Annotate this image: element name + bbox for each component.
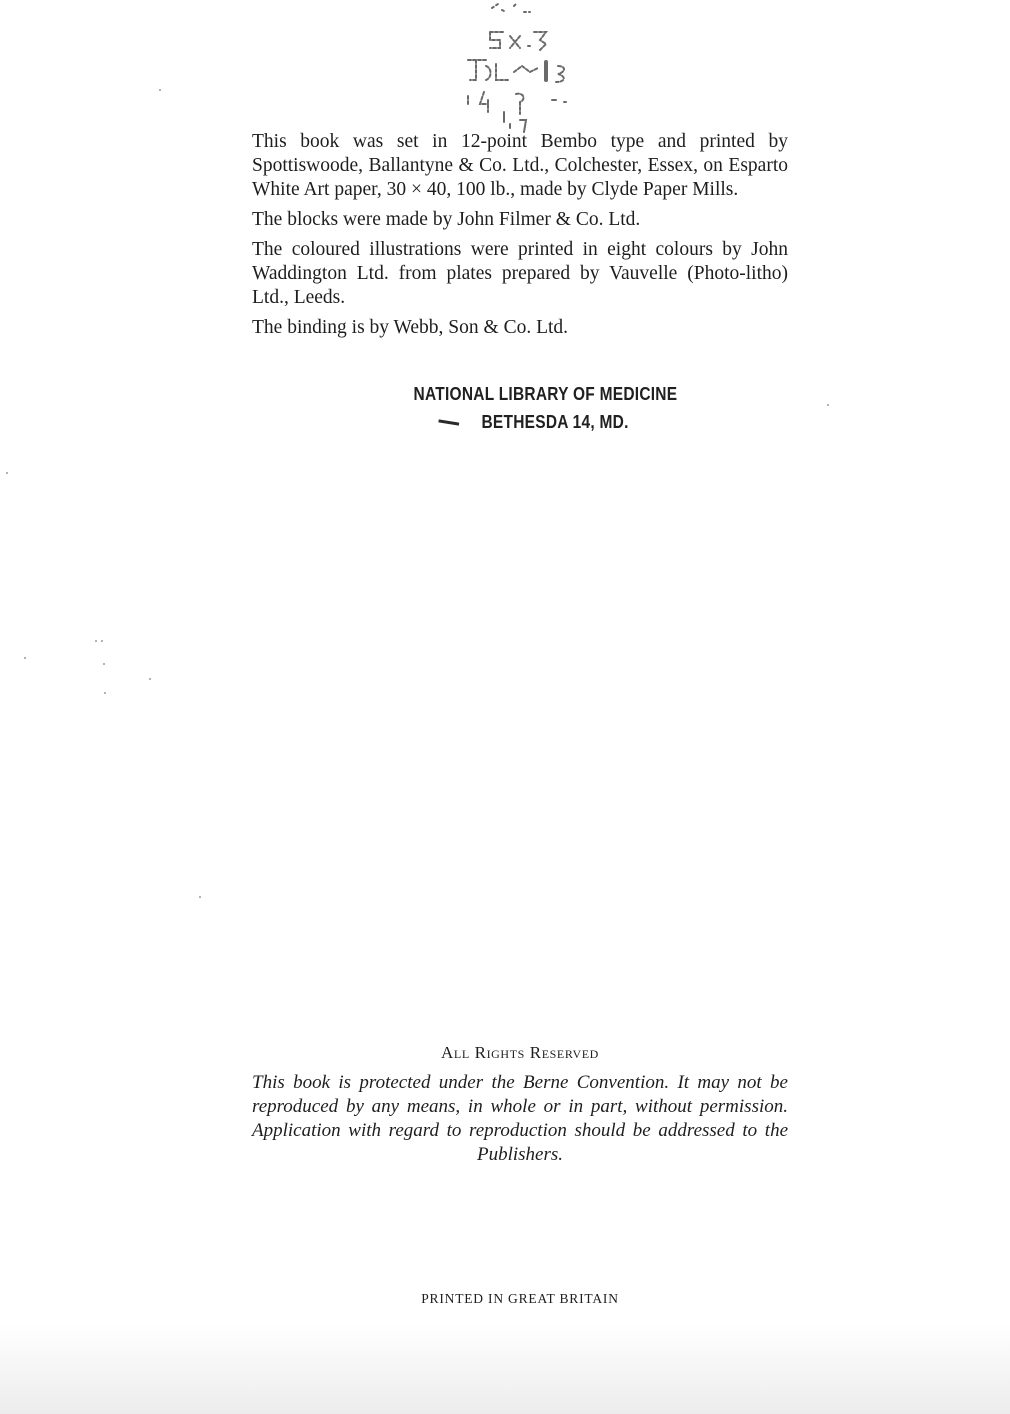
colophon-blocks: The blocks were made by John Filmer & Co. Ltd.	[252, 209, 641, 230]
printed-in-notice: PRINTED IN GREAT BRITAIN	[421, 1291, 619, 1306]
paper-speck	[149, 678, 151, 680]
call-number-stamp-icon	[462, 0, 582, 135]
paper-speck	[827, 404, 829, 406]
paper-speck	[199, 896, 201, 898]
rights-notice: This book is protected under the Berne Convention. It may not be reproduced by any means, in whole or in part, without permission. Application with regard to reproduction should be addressed to the Publishers.	[252, 1072, 788, 1165]
scan-shadow	[0, 1324, 1010, 1414]
paper-speck	[103, 663, 105, 665]
colophon-binding: The binding is by Webb, Son & Co. Ltd.	[252, 317, 569, 338]
paper-speck	[159, 89, 161, 91]
colophon-illustrations: The coloured illustrations were printed in eight colours by John Waddington Ltd. from plates prepared by Vauvelle (Photo-litho) Ltd., Leeds.	[252, 239, 788, 308]
paper-speck	[95, 640, 97, 642]
library-name: NATIONAL LIBRARY OF MEDICINE	[413, 384, 678, 404]
colophon-typesetting: This book was set in 12-point Bembo type and printed by Spottiswoode, Ballantyne & Co. Ltd., Colchester, Essex, on Esparto White Art paper, 30 × 40, 100 lb., made by Clyde Paper Mills.	[252, 131, 788, 200]
paper-speck	[104, 692, 106, 694]
paper-speck	[101, 640, 103, 642]
rights-heading: All Rights Reserved	[441, 1043, 599, 1062]
dash-mark-icon	[438, 419, 459, 425]
paper-speck	[24, 657, 26, 659]
library-location: BETHESDA 14, MD.	[481, 412, 629, 432]
colophon	[252, 130, 788, 346]
paper-speck	[6, 472, 8, 474]
